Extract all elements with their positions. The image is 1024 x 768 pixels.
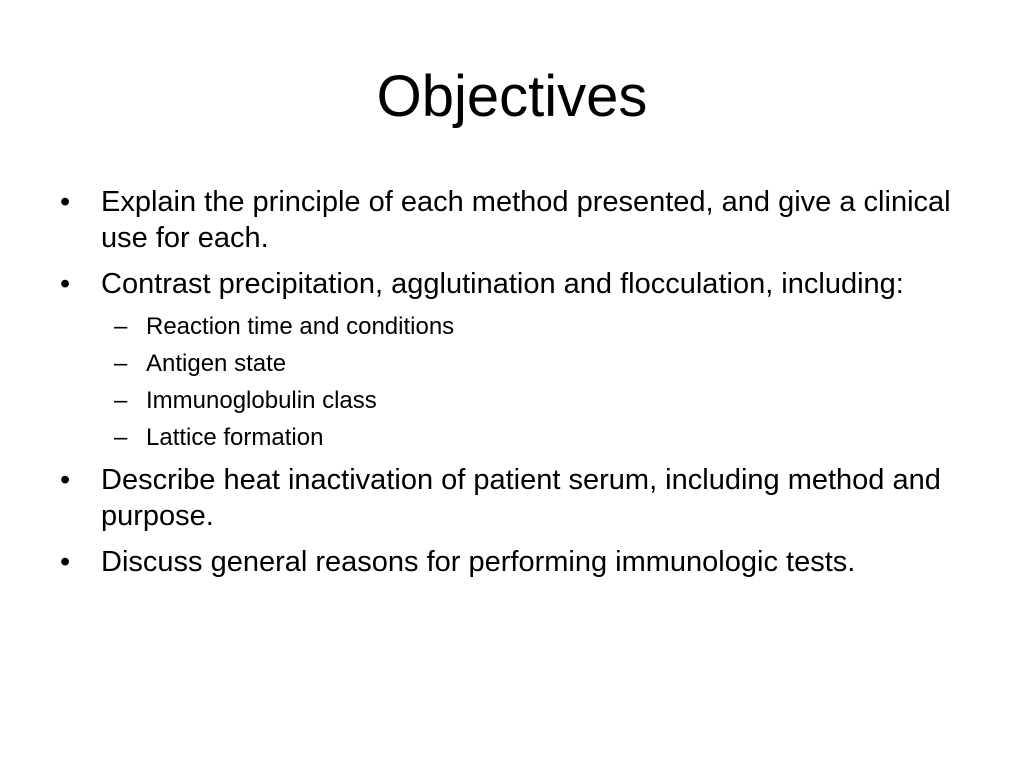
bullet-text: Contrast precipitation, agglutination and flocculation, including: bbox=[101, 268, 904, 300]
bullet-item bbox=[58, 184, 988, 256]
bullet-marker: • bbox=[60, 546, 71, 578]
bullet-text: Describe heat inactivation of patient serum, including method and purpose. bbox=[101, 464, 941, 532]
sub-bullet-marker: – bbox=[114, 350, 128, 377]
bullet-item bbox=[58, 266, 988, 302]
sub-bullet-item bbox=[58, 386, 988, 415]
bullet-marker: • bbox=[60, 268, 71, 300]
sub-bullet-marker: – bbox=[114, 313, 128, 340]
bullet-text: Explain the principle of each method presented, and give a clinical use for each. bbox=[101, 186, 951, 254]
sub-bullet-item bbox=[58, 312, 988, 341]
slide-title: Objectives bbox=[376, 64, 648, 129]
bullet-list bbox=[58, 184, 988, 590]
bullet-item bbox=[58, 544, 988, 580]
sub-bullet-text: Lattice formation bbox=[146, 424, 324, 451]
bullet-marker: • bbox=[60, 464, 71, 496]
sub-bullet-text: Immunoglobulin class bbox=[146, 387, 377, 414]
bullet-marker: • bbox=[60, 186, 71, 218]
sub-bullet-text: Antigen state bbox=[146, 350, 287, 377]
sub-bullet-marker: – bbox=[114, 387, 128, 414]
sub-bullet-item bbox=[58, 423, 988, 452]
sub-bullet-marker: – bbox=[114, 424, 128, 451]
sub-bullet-text: Reaction time and conditions bbox=[146, 313, 455, 340]
sub-bullet-list bbox=[58, 312, 988, 452]
bullet-text: Discuss general reasons for performing immunologic tests. bbox=[101, 546, 856, 578]
bullet-item bbox=[58, 462, 988, 534]
sub-bullet-item bbox=[58, 349, 988, 378]
